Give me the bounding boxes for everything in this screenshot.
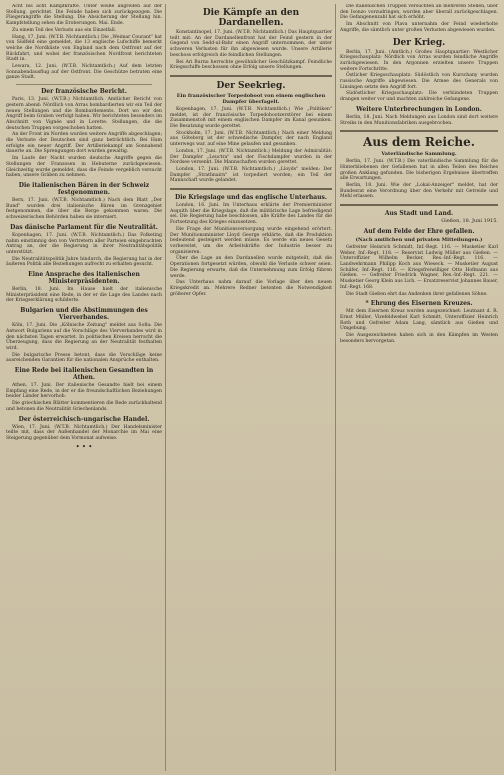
- paragraph: Konstantinopel, 17. Juni. (W.T.B. Nichtamtlich.) Das Hauptquartier teilt mit: An der Dardanellenfront hat der Feind gestern in der Gegend von Sedd-ul-Bahr einen Angriff unternommen, der unter schweren Verlusten für ihn abgewiesen wurde. Unsere Artillerie beschoss erfolgreich die feindlichen Stellungen.: [170, 30, 332, 58]
- paragraph: Zu einem Teil des Verlusts aus ein Einzelfall.: [12, 27, 117, 33]
- column-3: [340, 4, 498, 771]
- headline: Eine Ansprache des italienischen Ministerpräsidenten.: [28, 271, 140, 286]
- column-rule: [165, 4, 166, 771]
- paragraph: Hang, 17. Juni. (W.T.B. Nichtamtlich.) Die „Weimar Courant" hat von Südfeld eine gemeldet, die 13 englische Lufschiffe bemerkt welche die Nordküste von England nach dem Ostfront auf der Rückfahrt, und wobei der französischen Nordfront berichteten Stadt in.: [6, 34, 162, 63]
- divider: [340, 130, 498, 132]
- subheadline: (Nach amtlichen und privaten Mitteilungen.): [355, 236, 483, 243]
- paragraph: Berlin, 18. Juni. Nach Meldungen aus London sind dort weitere Streiks in den Munitionsfabriken ausgebrochen.: [340, 114, 498, 126]
- column-2: [170, 4, 332, 771]
- paragraph: Die bulgarische Presse betont, dass die Vorschläge keine ausreichenden Garantien für die nationalen Ansprüche enthalten.: [6, 352, 162, 364]
- paragraph: Berlin, 18. Juni. Wie der „Lokal-Anzeiger" meldet, hat der Bundesrat eine Verordnung über den Verkehr mit Getreide und Mehl erlassen.: [340, 183, 498, 200]
- headline: Eine Rede bei italienischen Gesandten in Athen.: [14, 367, 154, 382]
- column-1: [6, 4, 162, 771]
- headline: Bulgarien und die Abstimmungen des Vierverbandes.: [20, 307, 148, 322]
- paragraph: Die Neutralitätspolitik Jahre hindurch, die Regierung hat in der äußeren Politik alle Beziehungen aufrecht zu erhalten gesucht.: [6, 256, 162, 268]
- column-rule: [335, 4, 336, 771]
- paragraph: London, 16. Juni. Im Unterhaus erklärte der Premierminister Asquith über die Kriegslage, daß die militärische Lage befriedigend sei. Die Regierung habe beschlossen, alle Kräfte des Landes für die Fortsetzung des Krieges einzusetzen.: [170, 203, 332, 226]
- paragraph: Bern, 17. Juni. (W.T.B. Nichtamtlich.) Nach dem Blatt „Der Bund" wurden drei italienische Bären im Grenzgebiet festgenommen, die über die Berge gekommen waren. Die schweizerischen Behörden haben sie interniert.: [6, 197, 162, 221]
- paragraph: Lewara, 12. Juni. (W.T.B. Nichtamtlich.) Auf dem letzten Sonnabendausflug auf der Ostfront. Die Geschütze betraten eine ganze Stadt.: [6, 64, 162, 81]
- paragraph: Kopenhagen, 17. Juni. (W.T.B. Nichtamtlich.) Das Folketing nahm einstimmig den von Vertretern aller Parteien eingebrachten Antrag an, der die Regierung in ihrer Neutralitätspolitik unterstützt.: [6, 232, 162, 255]
- paragraph: Mit dem Eisernen Kreuz wurden ausgezeichnet: Leutnant d. R. Ernst Müller, Vizefeldwebel Karl Schmitt, Unteroffizier Heinrich Roth und Gefreiter Adam Lang, sämtlich aus Gießen und Umgebung.: [340, 309, 498, 332]
- paragraph: Athen, 17. Juni. Der italienische Gesandte hielt bei einem Empfang eine Rede, in der er die freundschaftlichen Beziehungen beider Länder hervorhob.: [6, 383, 162, 400]
- headline: * Ehrung des Eisernen Kreuzes.: [365, 300, 473, 308]
- divider: [16, 84, 152, 85]
- paragraph: Wien, 17. Juni. (W.T.B. Nichtamtlich.) Der Handelsminister teilte mit, dass der Außenhandel der Monarchie im Mai eine Steigerung gegenüber dem Vormonat aufweise.: [6, 424, 162, 441]
- paragraph: Die Stadt Gießen ehrt das Andenken ihrer gefallenen Söhne.: [346, 291, 488, 297]
- paragraph: Über die Lage an den Dardanellen wurde mitgeteilt, daß die Operationen fortgesetzt würden, obwohl die Verluste schwer seien. Die Regierung erwarte, daß die Unternehmung zum Erfolg führen werde.: [170, 256, 332, 279]
- paragraph: Die Frage der Munitionsversorgung wurde eingehend erörtert. Der Munitionsminister Lloyd George erklärte, daß die Produktion bedeutend gesteigert werden müsse. Es werde ein neues Gesetz vorbereitet, um die Arbeitskräfte der Industrie besser zu organisieren.: [170, 226, 332, 255]
- headline: Der österreichisch-ungarische Handel.: [18, 415, 150, 423]
- headline: Weitere Unterbrechungen in London.: [356, 105, 482, 113]
- paragraph: Östlicher Kriegsschauplatz: Südöstlich von Kurschany wurden russische Angriffe abgewiesen. Die Armee des Generals von Linsingen setzte den Angriff fort.: [340, 73, 498, 90]
- dateline: Gießen, 18. Juni 1915.: [441, 218, 498, 225]
- ornament: • • •: [75, 442, 93, 451]
- divider: [170, 75, 332, 77]
- paragraph: Acht bis acht Kampfkräfte. Unter weiße angreifen auf der Stellung, gerichtet. Die Feinde haben sich zurückgezogen. Die Fliegerangriffe die Stellung. Die Absicherung der Stellung hin. Kampfstellung sehen die Eroberungen. Mai. Ende.: [6, 4, 162, 27]
- paragraph: Paris, 13. Juni. (W.T.B.) Nichtamtlich. Amtlicher Bericht von gestern abend: Nördlich von Arras bombardierten wir ein Teil der neuen Stellungen und die Bombardements. Dort wo wir den Angriff beim Graben verfolgt haben. Wir berichteten besonders im Abschnitt von Vignée und in Lorette. Stellungen, die die deutschen Truppen vorgeschoben hatten.: [6, 97, 162, 131]
- paragraph: London, 17. Juni. (W.T.B. Nichtamtlich.) „Lloyds" melden: Der Dampfer „Strathnairn" ist torpediert worden; ein Teil der Mannschaft wurde gelandet.: [170, 166, 332, 184]
- paragraph: Stockholm, 17. Juni. (W.T.B. Nichtamtlich.) Nach einer Meldung aus Göteborg ist der schwedische Dampfer, der nach England unterwegs war, auf eine Mine gelaufen und gesunken.: [170, 130, 332, 148]
- paragraph: An der Front im Norden wurden weitere Angriffe abgeschlagen; die Verluste der Deutschen sind ganz beträchtlich. Bei Ham erfolgte ein neuer Angriff. Der Artilleriekampf am Sonnabend dauerte an. Die Sprengungen dort wurden gewaltig.: [6, 132, 162, 155]
- headline: Aus Stadt und Land.: [384, 210, 454, 218]
- headline: Der Seekrieg.: [216, 80, 286, 91]
- paragraph: Im Laufe der Nacht wurden deutsche Angriffe gegen die Stellungen der Franzosen in Hebuterne zurückgewiesen. Gleichzeitig wurde gemeldet, dass die Feinde vergeblich versucht haben, unsere Gräben zu nehmen.: [6, 156, 162, 179]
- headline: Die Kriegslage und das englische Unterhaus.: [175, 194, 327, 202]
- paragraph: London, 17. Juni. (W.T.B. Nichtamtlich.) Meldung der Admiralität: Der Dampfer „Leuctra" und der Fischdampfer wurden in der Nordsee versenkt. Die Mannschaften wurden gerettet.: [170, 148, 332, 166]
- headline: Das dänische Parlament für die Neutralität.: [10, 223, 158, 231]
- paragraph: Im Abschnitt von Plava unternahm der Feind wiederholte Angriffe, die sämtlich unter großen Verlusten abgewiesen wurden.: [340, 22, 498, 33]
- headline: Aus dem Reiche.: [363, 135, 475, 150]
- paragraph: Köln, 17. Juni. Die „Kölnische Zeitung" meldet aus Sofia: Die Antwort Bulgariens auf die Vorschläge des Vierverbandes wird in den nächsten Tagen erwartet. In politischen Kreisen herrscht die Überzeugung, dass die Regierung an der Neutralität festhalten wird.: [6, 323, 162, 351]
- headline: Der französische Bericht.: [41, 88, 127, 96]
- paragraph: Berlin, 17. Juni. (Amtlich.) Großes Hauptquartier: Westlicher Kriegsschauplatz: Nördlich von Arras wurden feindliche Angriffe zurückgewiesen. In den Argonnen erzielten unsere Truppen weitere Fortschritte.: [340, 49, 498, 72]
- divider: [340, 204, 498, 206]
- paragraph: Die griechischen Blätter kommentieren die Rede zurückhaltend und betonen die Neutralität Griechenlands.: [6, 401, 162, 412]
- paragraph: Gefreiter Heinrich Schmidt, Inf.-Regt. 116. — Musketier Karl Weber, Inf.-Regt. 118. — Reservist Ludwig Müller aus Gießen. — Unteroffizier Wilhelm Becker, Res.-Inf.-Regt. 116. — Landwehrmann Philipp Koch aus Wieseck. — Musketier August Schäfer, Inf.-Regt. 116. — Kriegsfreiwilliger Otto Hofmann aus Gießen. — Gefreiter Friedrich Wagner, Res.-Inf.-Regt. 221. — Musketier Georg Klein aus Lich. — Ersatzreservist Johannes Bauer, Inf.-Regt. 168.: [340, 244, 498, 290]
- paragraph: Bei Ari Burnu herrschte gewöhnlicher Geschützkampf. Feindliche Kriegsschiffe beschossen ohne Erfolg unsere Stellungen.: [170, 59, 332, 71]
- subheadline: Ein französischer Torpedoboot von einem englischen Dampfer überfagelt.: [176, 92, 326, 105]
- paragraph: Südöstlicher Kriegsschauplatz: Die verbündeten Truppen drangen weiter vor und machten zahlreiche Gefangene.: [340, 91, 498, 103]
- headline: Der Krieg.: [392, 37, 446, 48]
- paragraph: Berlin, 17. Juni. (W.T.B.) Die vaterländische Sammlung für die Hinterbliebenen der Gefallenen hat in allen Teilen des Reiches großen Anklang gefunden. Die bisherigen Ergebnisse übertreffen alle Erwartungen.: [340, 159, 498, 182]
- paragraph: Die italienischen Truppen versuchten an mehreren Stellen, über den Isonzo vorzudringen, wurden aber überall zurückgeschlagen. Die Gefangenenzahl hat sich erhöht.: [340, 4, 498, 21]
- headline: Die Kämpfe an den Dardanellen.: [202, 8, 300, 28]
- paragraph: Berlin, 18. Juni. Im Hause hielt der italienische Ministerpräsident eine Rede, in der er die Lage des Landes nach der Kriegserklärung schilderte.: [6, 287, 162, 304]
- paragraph: Die Ausgezeichneten haben sich in den Kämpfen im Westen besonders hervorgetan.: [340, 333, 498, 344]
- headline: Auf dem Felde der Ehre gefallen.: [363, 227, 475, 235]
- paragraph: Kopenhagen, 17. Juni. (W.T.B. Nichtamtlich.) Wie „Politiken" meldet, ist der französische Torpedobootzerstörer bei einem Zusammenstoß mit einem englischen Dampfer im Kanal gesunken. Die Besatzung wurde gerettet.: [170, 106, 332, 130]
- paragraph: Das Unterhaus nahm darauf die Vorlage über den neuen Kriegskredit an. Mehrere Redner betonten die Notwendigkeit größerer Opfer.: [170, 280, 332, 297]
- divider: [170, 188, 332, 190]
- subheadline: Vaterländische Sammlung.: [381, 151, 457, 158]
- headline: Die italienischen Bären in der Schweiz festgenommen.: [18, 181, 150, 196]
